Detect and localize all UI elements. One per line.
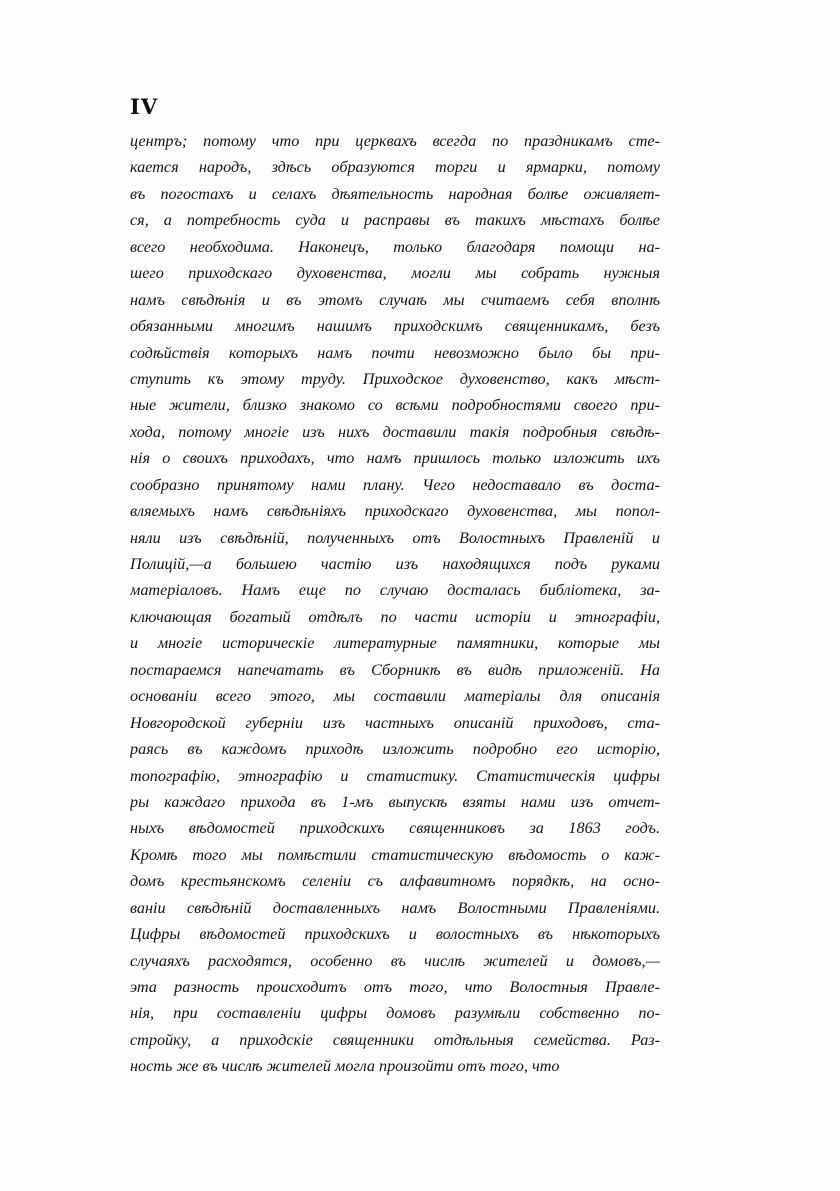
text-line: содѣйствія которыхъ намъ почти невозможно было бы при- (130, 343, 660, 362)
text-line: раясь въ каждомъ приходѣ изложить подробно его исторію, (130, 740, 660, 759)
text-line: ные жители, близко знакомо со всѣми подробностями своего при- (130, 396, 660, 415)
text-line: ры каждаго прихода въ 1-мъ выпускѣ взяты нами изъ отчет- (130, 792, 660, 811)
text-line: эта разность происходитъ отъ того, что Волостныя Правле- (130, 978, 660, 996)
text-line: постараемся напечатать въ Сборникѣ въ видѣ приложеній. На (130, 660, 660, 679)
text-line: ся, а потребность суда и расправы въ такихъ мѣстахъ болѣе (130, 211, 660, 230)
text-line: шего приходскаго духовенства, могли мы собрать нужныя (130, 264, 660, 283)
page-number: IV (130, 94, 159, 119)
text-line: нія о своихъ приходахъ, что намъ пришлось только изложить ихъ (130, 449, 660, 468)
text-line: матеріаловъ. Намъ еще по случаю досталась библіотека, за- (130, 581, 660, 600)
text-line: ныхъ вѣдомостей приходскихъ священниковъ за 1863 годъ. (130, 819, 660, 838)
text-line: топографію, этнографію и статистику. Статистическія цифры (130, 766, 660, 785)
text-line: Новгородской губерніи изъ частныхъ описаній приходовъ, ста- (130, 713, 660, 732)
text-line: ступить къ этому труду. Приходское духовенство, какъ мѣст- (130, 369, 660, 388)
text-line: ность же въ числѣ жителей могла произойти отъ того, что (130, 1057, 560, 1076)
text-line: стройку, а приходскіе священники отдѣльныя семейства. Раз- (130, 1030, 660, 1049)
text-line: всего необходима. Наконецъ, только благодаря помощи на- (130, 237, 660, 256)
text-line: обязанными многимъ нашимъ приходскимъ священникамъ, безъ (130, 317, 660, 336)
text-line: Кромѣ того мы помѣстили статистическую вѣдомость о каж- (130, 845, 660, 864)
text-line: Цифры вѣдомостей приходскихъ и волостныхъ въ нѣкоторыхъ (130, 925, 660, 944)
text-line: домъ крестьянскомъ селеніи съ алфавитномъ порядкѣ, на осно- (130, 872, 660, 891)
text-line: нія, при составленіи цифры домовъ разумѣли собственно по- (130, 1004, 660, 1023)
text-line: случаяхъ расходятся, особенно въ числѣ жителей и домовъ,— (130, 951, 660, 970)
text-line: сообразно принятому нами плану. Чего недоставало въ доста- (130, 475, 660, 494)
text-line: и многіе историческіе литературные памятники, которые мы (130, 634, 660, 653)
text-line: ключающая богатый отдѣлъ по части исторіи и этнографіи, (130, 607, 660, 626)
text-line: намъ свѣдѣнія и въ этомъ случаѣ мы считаемъ себя вполнѣ (130, 290, 660, 309)
text-line: ваніи свѣдѣній доставленныхъ намъ Волостными Правленіями. (130, 898, 660, 917)
text-line: основаніи всего этого, мы составили матеріалы для описанія (130, 687, 660, 706)
text-line: въ погостахъ и селахъ дѣятельность народная болѣе оживляет- (130, 184, 660, 203)
body-text (130, 128, 660, 1080)
text-line: вляемыхъ намъ свѣдѣніяхъ приходскаго духовенства, мы попол- (130, 502, 660, 521)
text-line: хода, потому многіе изъ нихъ доставили такія подробныя свѣдѣ- (130, 422, 660, 441)
text-line: кается народъ, здѣсь образуются торги и ярмарки, потому (130, 158, 660, 177)
text-line: няли изъ свѣдѣній, полученныхъ отъ Волостныхъ Правленій и (130, 528, 660, 547)
text-line: центръ; потому что при церквахъ всегда по праздникамъ сте- (130, 132, 660, 150)
text-line: Полицій,—а большею частію изъ находящихся подъ руками (130, 555, 660, 573)
